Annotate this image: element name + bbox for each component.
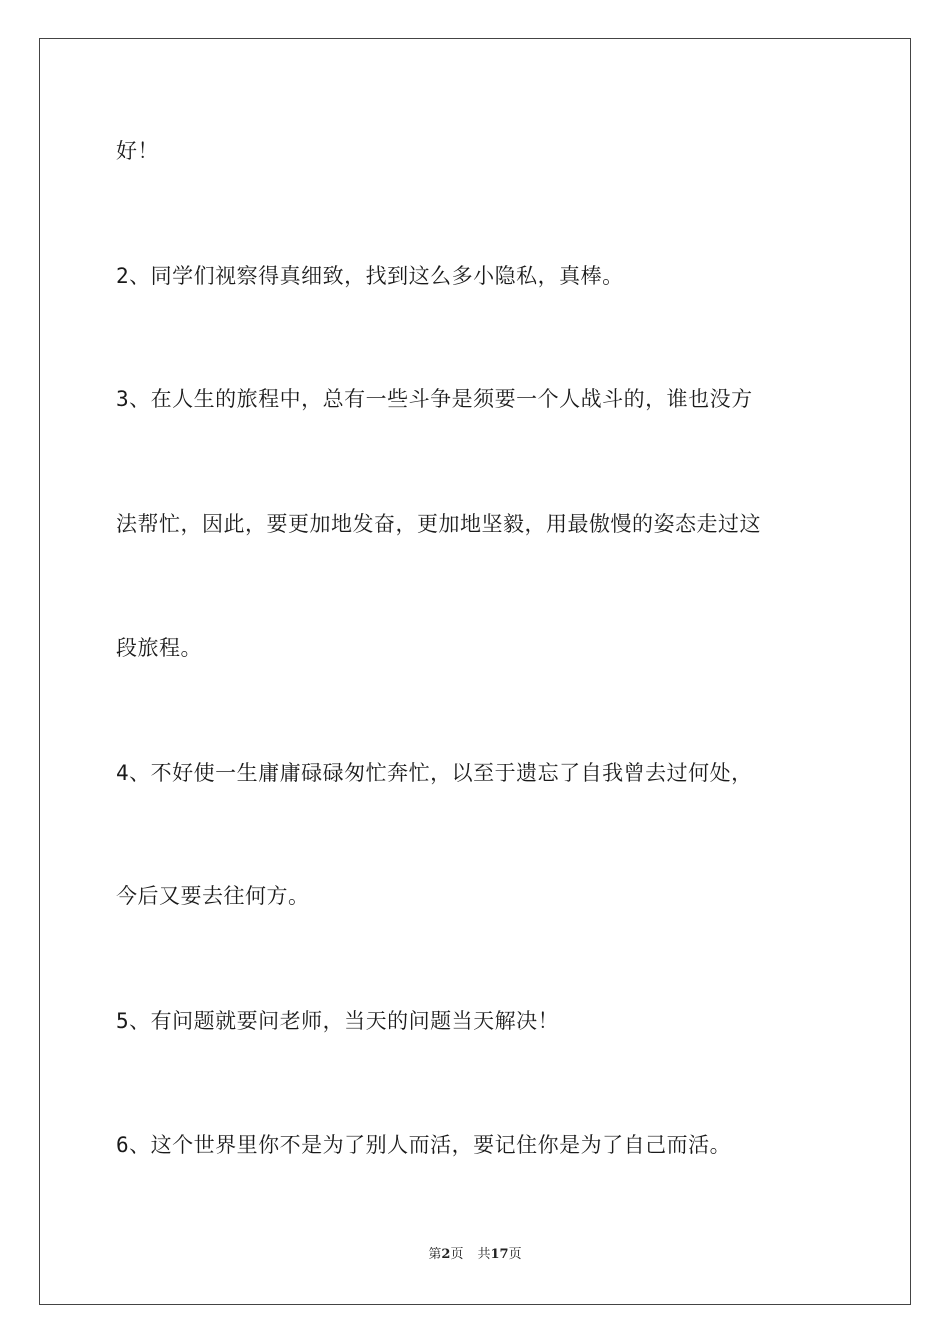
page-suffix: 页 [450,1247,464,1262]
page-number: 2 [441,1247,451,1262]
text-line-5: 段旅程。 [116,636,202,660]
text-line-7: 今后又要去往何方。 [116,884,310,908]
text-line-8: 5、有问题就要问老师，当天的问题当天解决！ [116,1009,560,1033]
total-pages: 17 [490,1247,509,1262]
text-line-2: 2、同学们视察得真细致，找到这么多小隐私，真棒。 [116,264,624,288]
text-line-4: 法帮忙，因此，要更加地发奋，更加地坚毅，用最傲慢的姿态走过这 [116,512,761,536]
page-prefix: 第 [428,1247,442,1262]
text-line-3: 3、在人生的旅程中，总有一些斗争是须要一个人战斗的，谁也没方 [116,387,753,411]
page-border [39,38,911,1305]
text-line-9: 6、这个世界里你不是为了别人而活，要记住你是为了自己而活。 [116,1133,732,1157]
text-line-1: 好！ [116,139,159,163]
total-suffix: 页 [508,1247,522,1262]
page-footer [0,1246,950,1264]
text-line-6: 4、不好使一生庸庸碌碌匆忙奔忙，以至于遗忘了自我曾去过何处， [116,761,753,785]
total-prefix: 共 [477,1247,491,1262]
